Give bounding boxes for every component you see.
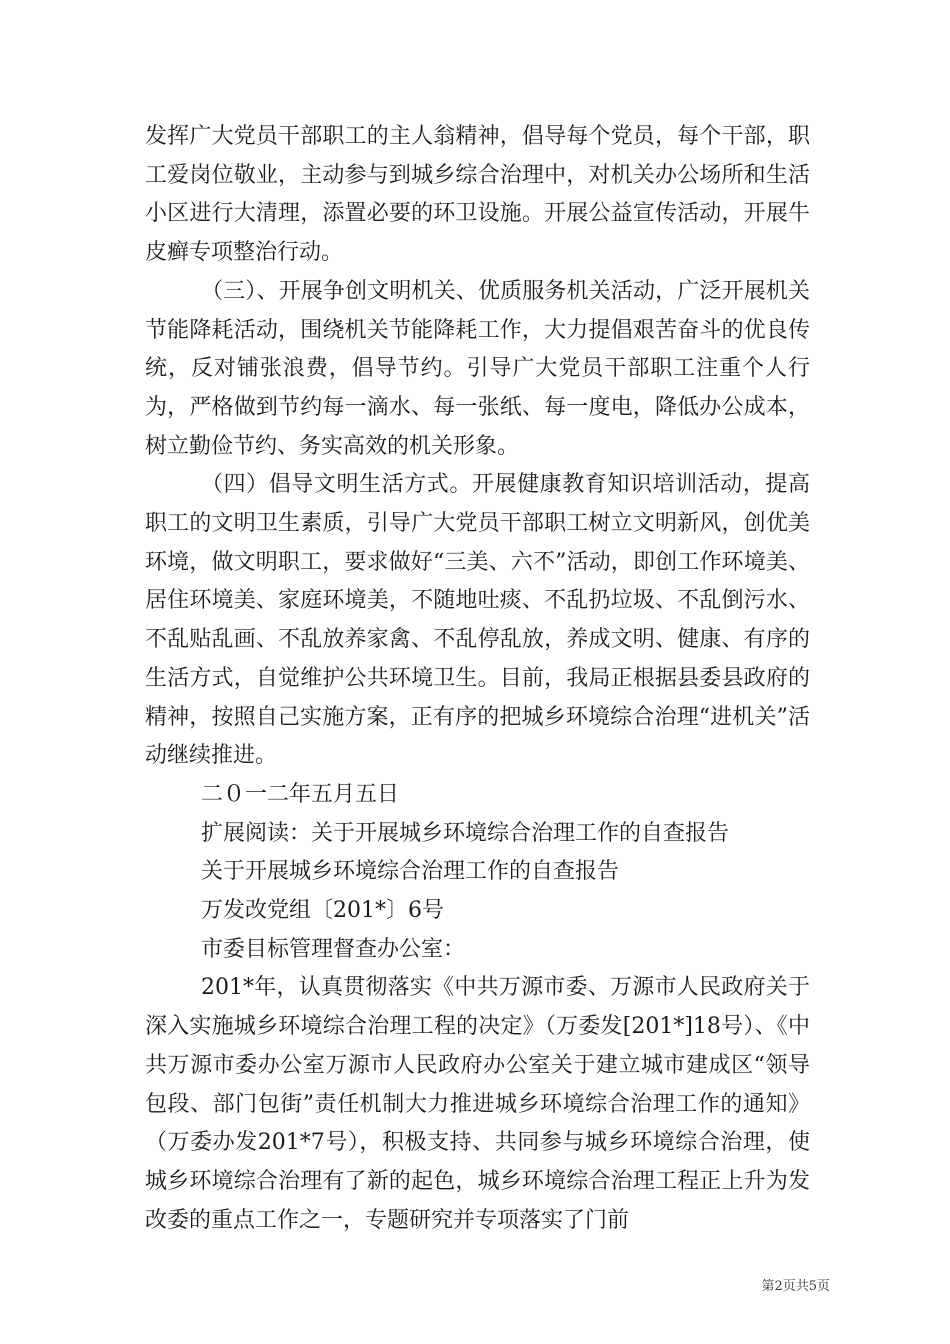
extended-reading-title: 扩展阅读：关于开展城乡环境综合治理工作的自查报告: [201, 820, 730, 846]
document-body: [145, 118, 810, 1240]
paragraph-section-three: （三）、开展争创文明机关、优质服务机关活动，广泛开展机关节能降耗活动，围绕机关节能降耗工作，大力提倡艰苦奋斗的优良传统，反对铺张浪费，倡导节约。引导广大党员干部职工注重个人行为，严格做到节约每一滴水、每一张纸、每一度电，降低办公成本，树立勤俭节约、务实高效的机关形象。: [145, 278, 810, 459]
paragraph-section-four: （四）倡导文明生活方式。开展健康教育知识培训活动，提高职工的文明卫生素质，引导广大党员干部职工树立文明新风，创优美环境，做文明职工，要求做好“三美、六不”活动，即创工作环境美、居住环境美、家庭环境美，不随地吐痰、不乱扔垃圾、不乱倒污水、不乱贴乱画、不乱放养家禽、不乱停乱放，养成文明、健康、有序的生活方式，自觉维护公共环境卫生。目前，我局正根据县委县政府的精神，按照自己实施方案，正有序的把城乡环境综合治理“进机关”活动继续推进。: [145, 472, 810, 769]
recipient-line: 市委目标管理督查办公室：: [201, 936, 466, 962]
paragraph-report-body: 201*年，认真贯彻落实《中共万源市委、万源市人民政府关于深入实施城乡环境综合治理工程的决定》（万委发[201*]18号）、《中共万源市委办公室万源市人民政府办公室关于建立城市建成区“领导包段、部门包街”责任机制大力推进城乡环境综合治理工作的通知》（万委办发201*7号），积极支持、共同参与城乡环境综合治理，使城乡环境综合治理有了新的起色，城乡环境综合治理工程正上升为发改委的重点工作之一，专题研究并专项落实了门前: [145, 975, 810, 1233]
paragraph-continuation: 发挥广大党员干部职工的主人翁精神，倡导每个党员，每个干部，职工爱岗位敬业，主动参与到城乡综合治理中，对机关办公场所和生活小区进行大清理，添置必要的环卫设施。开展公益宣传活动，开展牛皮癣专项整治行动。: [145, 124, 810, 266]
page-number-footer: 第2页共5页: [761, 1279, 830, 1294]
document-date: 二０一二年五月五日: [201, 781, 400, 807]
report-title: 关于开展城乡环境综合治理工作的自查报告: [201, 859, 620, 885]
document-number: 万发改党组〔201*〕6号: [201, 898, 444, 924]
